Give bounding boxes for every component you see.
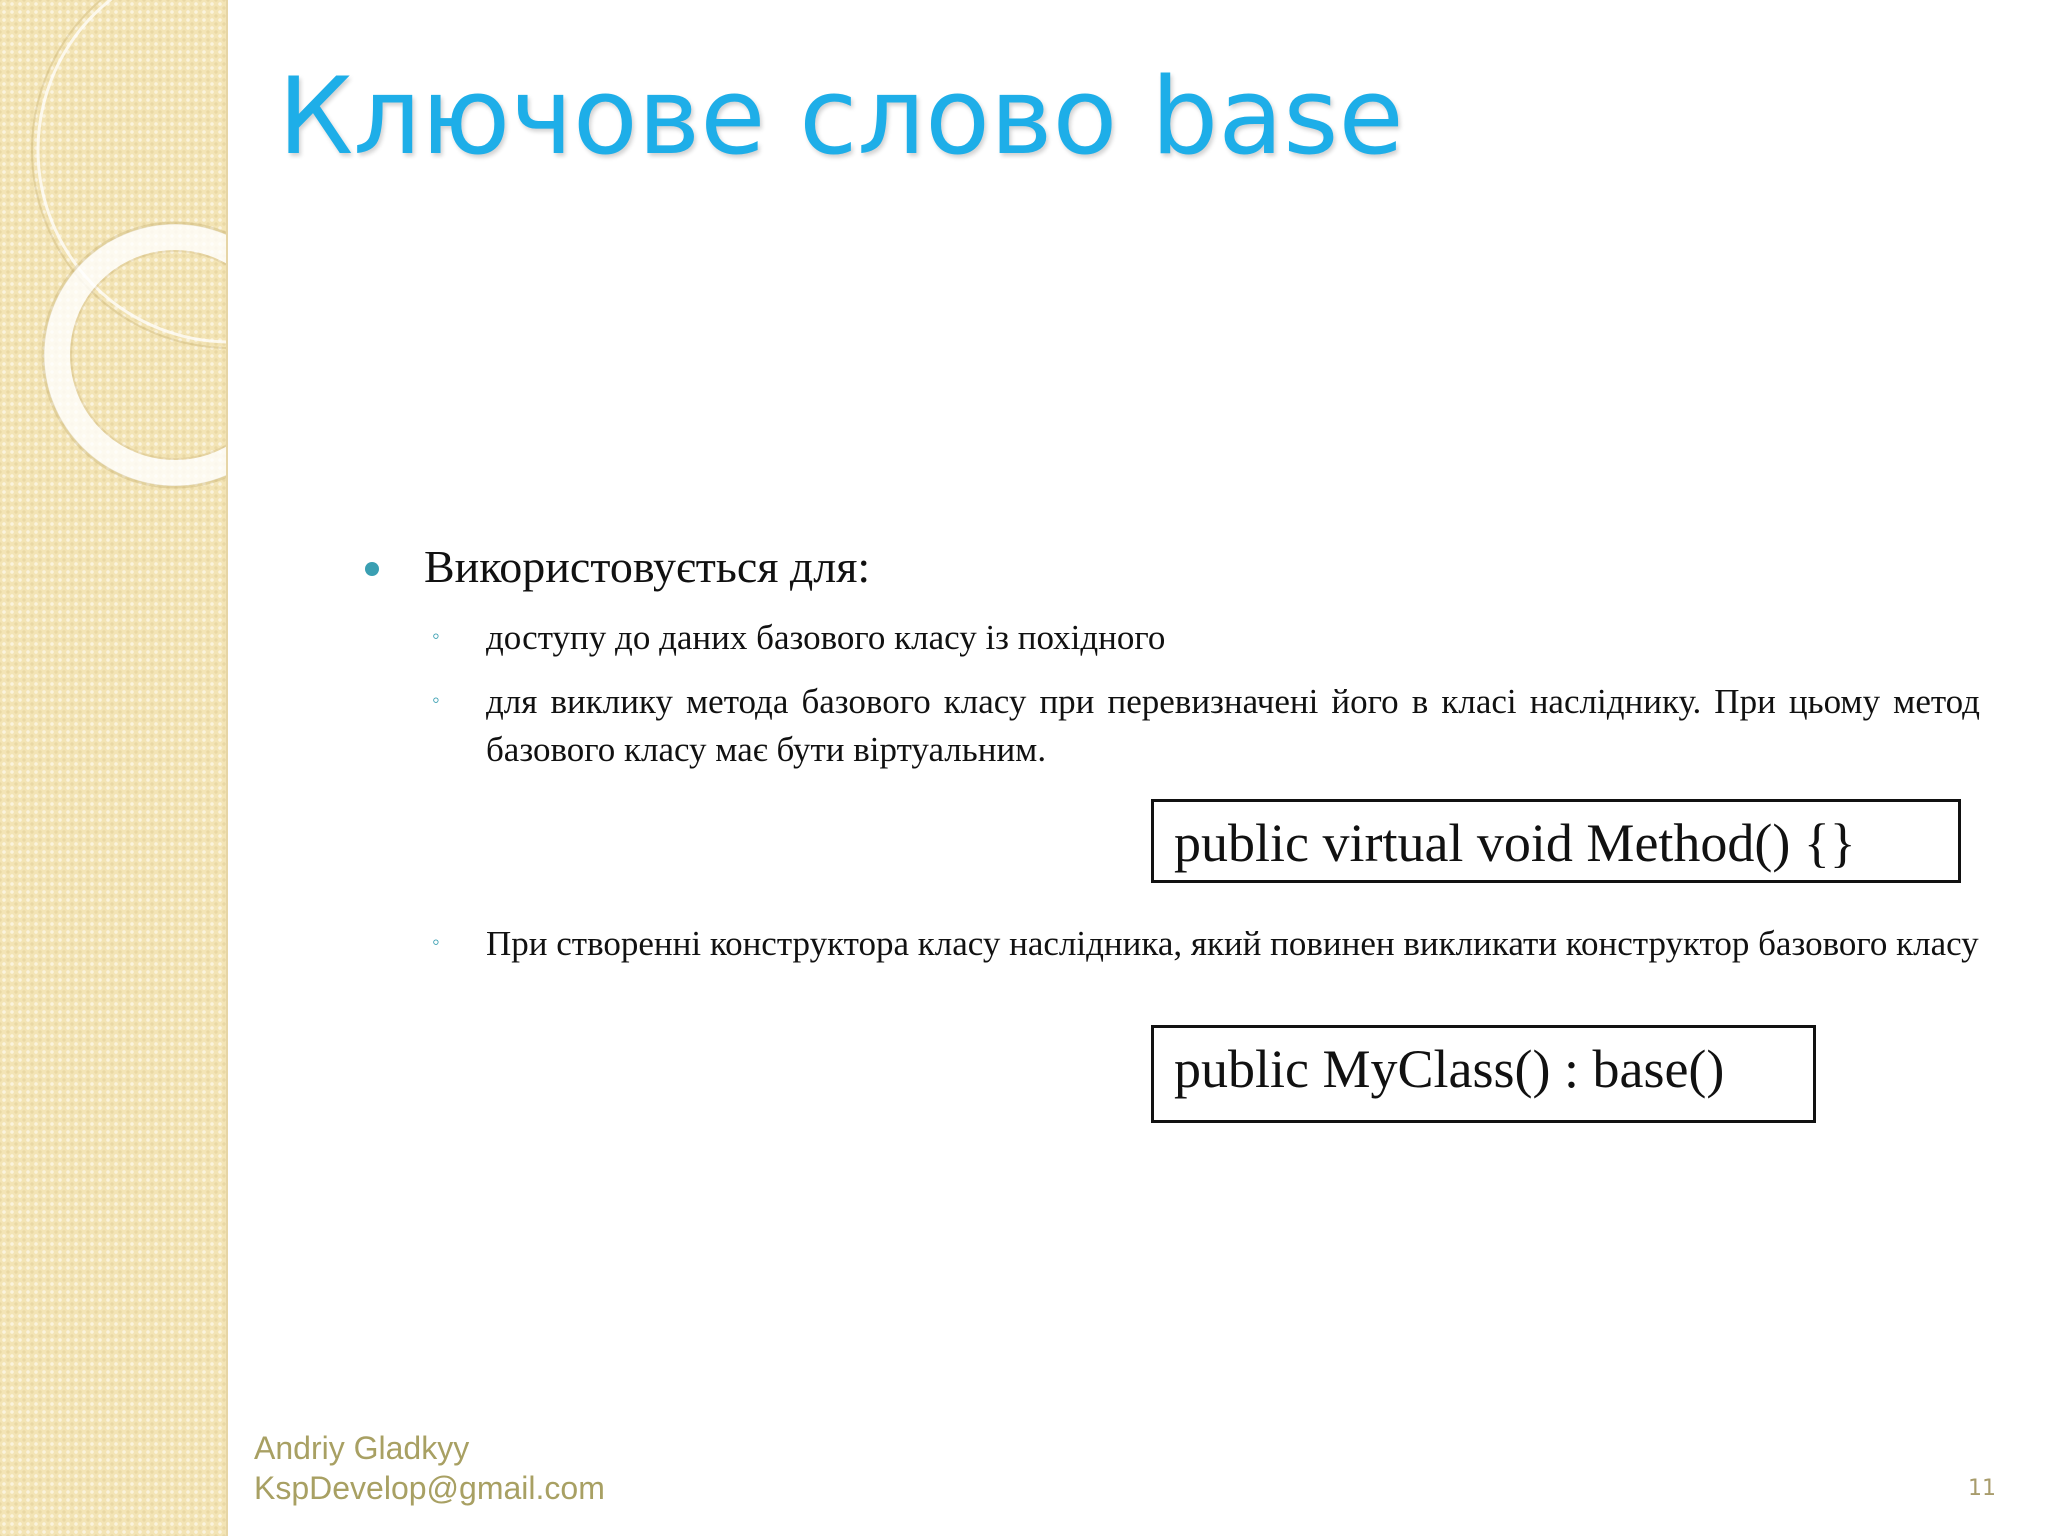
bullet-dot-icon: [365, 562, 379, 576]
sub-bullet-text-3: При створенні конструктора класу наслідника, який повинен викликати конструктор базового класу: [486, 924, 1979, 963]
footer-email: KspDevelop@gmail.com: [254, 1470, 605, 1506]
sub-bullet-text-2: для виклику метода базового класу при перевизначені його в класі насліднику. При цьому метод базового класу має бути віртуальним.: [486, 682, 1980, 769]
decorative-sidebar: [0, 0, 228, 1536]
bullet-main-text: Використовується для:: [424, 541, 871, 592]
page-number: 11: [1968, 1476, 1996, 1501]
code-example-virtual-method: public virtual void Method() {}: [1151, 799, 1961, 883]
sub-bullet-text-1: доступу до даних базового класу із похідного: [486, 618, 1166, 657]
slide-title: Ключове слово base: [278, 55, 1404, 178]
sub-bullet-ring-icon: ◦: [432, 623, 440, 648]
sub-bullet-ring-icon: ◦: [432, 929, 440, 954]
sub-bullet-ring-icon: ◦: [432, 687, 440, 712]
code-example-base-constructor: public MyClass() : base(): [1151, 1025, 1816, 1123]
footer-author: Andriy Gladkyy: [254, 1430, 470, 1466]
decorative-rings: [0, 0, 226, 1536]
